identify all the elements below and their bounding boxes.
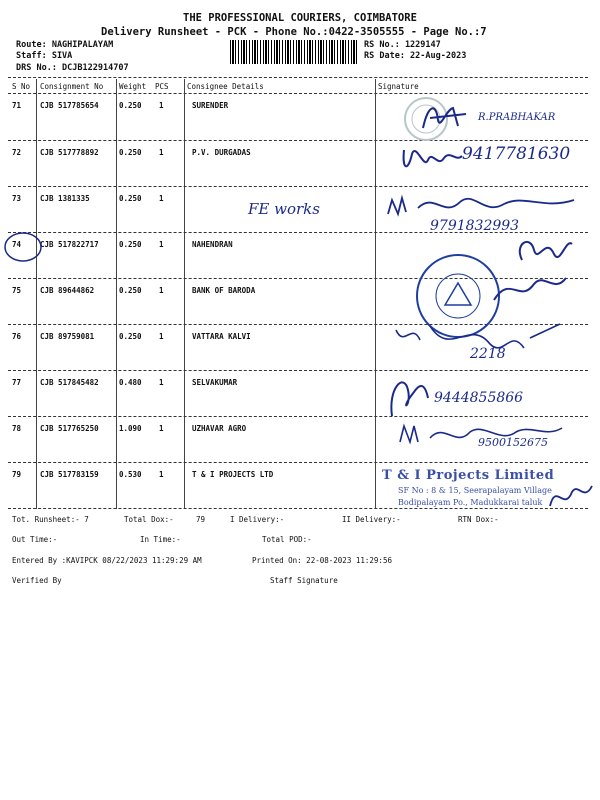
row-consignee: SELVAKUMAR bbox=[192, 378, 238, 387]
row-weight: 0.250 bbox=[119, 332, 142, 341]
row-weight: 0.250 bbox=[119, 101, 142, 110]
handwritten-phone-73: 9791832993 bbox=[430, 218, 520, 234]
header-rule-bottom bbox=[8, 93, 588, 94]
handwritten-name-71: R.PRABHAKAR bbox=[478, 112, 556, 123]
signature-72 bbox=[398, 140, 468, 176]
row-consignment: CJB 1381335 bbox=[40, 194, 90, 203]
row-pcs: 1 bbox=[159, 470, 164, 479]
route-label: Route: NAGHIPALAYAM bbox=[16, 40, 114, 50]
row-sno: 77 bbox=[12, 378, 22, 387]
rs-date: RS Date: 22-Aug-2023 bbox=[364, 51, 467, 61]
row-consignee: P.V. DURGADAS bbox=[192, 148, 251, 157]
row-consignment: CJB 517778892 bbox=[40, 148, 99, 157]
row-consignment: CJB 517783159 bbox=[40, 470, 99, 479]
col-header-signature: Signature bbox=[378, 82, 419, 91]
total-pod-label: Total POD:- bbox=[262, 535, 312, 544]
bank-logo-icon bbox=[433, 271, 483, 321]
staff-signature-label: Staff Signature bbox=[270, 576, 338, 585]
row-consignee: VATTARA KALVI bbox=[192, 332, 251, 341]
row-consignment: CJB 517845482 bbox=[40, 378, 99, 387]
total-dox-label: Total Dox:- bbox=[124, 515, 174, 524]
printed-on: Printed On: 22-08-2023 11:29:56 bbox=[252, 556, 392, 565]
row-consignee: BANK OF BARODA bbox=[192, 286, 256, 295]
row-sno: 74 bbox=[12, 240, 22, 249]
row-consignment: CJB 517822717 bbox=[40, 240, 99, 249]
i-delivery-label: I Delivery:- bbox=[230, 515, 285, 524]
handwritten-phone-78: 9500152675 bbox=[478, 436, 548, 449]
in-time-label: In Time:- bbox=[140, 535, 181, 544]
out-time-label: Out Time:- bbox=[12, 535, 58, 544]
total-runsheet: Tot. Runsheet:- 7 bbox=[12, 515, 89, 524]
rtn-dox-label: RTN Dox:- bbox=[458, 515, 499, 524]
column-divider bbox=[184, 79, 185, 509]
row-pcs: 1 bbox=[159, 424, 164, 433]
row-weight: 0.250 bbox=[119, 194, 142, 203]
row-consignment: CJB 517785654 bbox=[40, 101, 99, 110]
row-weight: 0.480 bbox=[119, 378, 142, 387]
row-consignment: CJB 89644862 bbox=[40, 286, 95, 295]
tandi-stamp-line1: SF No : 8 & 15, Seerapalayam Village bbox=[398, 486, 552, 495]
column-divider bbox=[36, 79, 37, 509]
row-sno: 71 bbox=[12, 101, 22, 110]
drs-number: DRS No.: DCJB122914707 bbox=[16, 63, 129, 73]
col-header-pcs: PCS bbox=[155, 82, 169, 91]
handwritten-phone-72: 9417781630 bbox=[462, 144, 571, 164]
handwritten-phone-77: 9444855866 bbox=[434, 390, 524, 406]
signature-77 bbox=[384, 368, 434, 420]
row-pcs: 1 bbox=[159, 332, 164, 341]
row-rule bbox=[8, 462, 588, 463]
row-consignee: NAHENDRAN bbox=[192, 240, 233, 249]
row-rule bbox=[8, 370, 588, 371]
company-title: THE PROFESSIONAL COURIERS, COIMBATORE bbox=[183, 12, 417, 24]
signature-75 bbox=[490, 270, 570, 310]
row-pcs: 1 bbox=[159, 378, 164, 387]
row-sno: 76 bbox=[12, 332, 22, 341]
entered-by: Entered By :KAVIPCK 08/22/2023 11:29:29 AM bbox=[12, 556, 202, 565]
rs-number: RS No.: 1229147 bbox=[364, 40, 441, 50]
col-header-consignment: Consignment No bbox=[40, 82, 104, 91]
row-rule bbox=[8, 140, 588, 141]
header-rule-top bbox=[8, 77, 588, 78]
row-sno: 73 bbox=[12, 194, 22, 203]
row-consignment: CJB 517765250 bbox=[40, 424, 99, 433]
row-weight: 0.250 bbox=[119, 148, 142, 157]
row-consignee: SURENDER bbox=[192, 101, 229, 110]
row-consignee: UZHAVAR AGRO bbox=[192, 424, 247, 433]
row-pcs: 1 bbox=[159, 286, 164, 295]
row-sno: 75 bbox=[12, 286, 22, 295]
circle-mark bbox=[2, 230, 44, 264]
row-consignment: CJB 89759081 bbox=[40, 332, 95, 341]
row-sno: 79 bbox=[12, 470, 22, 479]
row-consignee: T & I PROJECTS LTD bbox=[192, 470, 274, 479]
staff-label: Staff: SIVA bbox=[16, 51, 73, 61]
col-header-consignee: Consignee Details bbox=[187, 82, 264, 91]
row-pcs: 1 bbox=[159, 240, 164, 249]
signature-79 bbox=[546, 476, 596, 516]
verified-by-label: Verified By bbox=[12, 576, 62, 585]
handwritten-number-76: 2218 bbox=[470, 346, 506, 362]
row-rule bbox=[8, 186, 588, 187]
col-header-weight: Weight bbox=[119, 82, 147, 91]
row-pcs: 1 bbox=[159, 148, 164, 157]
column-divider bbox=[375, 79, 376, 509]
row-rule bbox=[8, 508, 588, 509]
column-divider bbox=[116, 79, 117, 509]
tandi-stamp-name: T & I Projects Limited bbox=[382, 468, 555, 483]
runsheet-subtitle: Delivery Runsheet - PCK - Phone No.:0422-3505555 - Page No.:7 bbox=[101, 26, 487, 38]
total-dox-value: 79 bbox=[196, 515, 206, 524]
ii-delivery-label: II Delivery:- bbox=[342, 515, 401, 524]
handwritten-note-73: FE works bbox=[248, 200, 320, 218]
row-weight: 0.250 bbox=[119, 240, 142, 249]
signature-74 bbox=[512, 230, 576, 272]
row-weight: 0.530 bbox=[119, 470, 142, 479]
barcode bbox=[230, 40, 358, 64]
row-sno: 72 bbox=[12, 148, 22, 157]
row-weight: 1.090 bbox=[119, 424, 142, 433]
tandi-stamp-line2: Bodipalayam Po., Madukkarai taluk bbox=[398, 498, 543, 507]
row-pcs: 1 bbox=[159, 101, 164, 110]
row-pcs: 1 bbox=[159, 194, 164, 203]
col-header-sno: S No bbox=[12, 82, 31, 91]
row-rule bbox=[8, 416, 588, 417]
row-sno: 78 bbox=[12, 424, 22, 433]
signature-71 bbox=[418, 100, 478, 134]
row-weight: 0.250 bbox=[119, 286, 142, 295]
